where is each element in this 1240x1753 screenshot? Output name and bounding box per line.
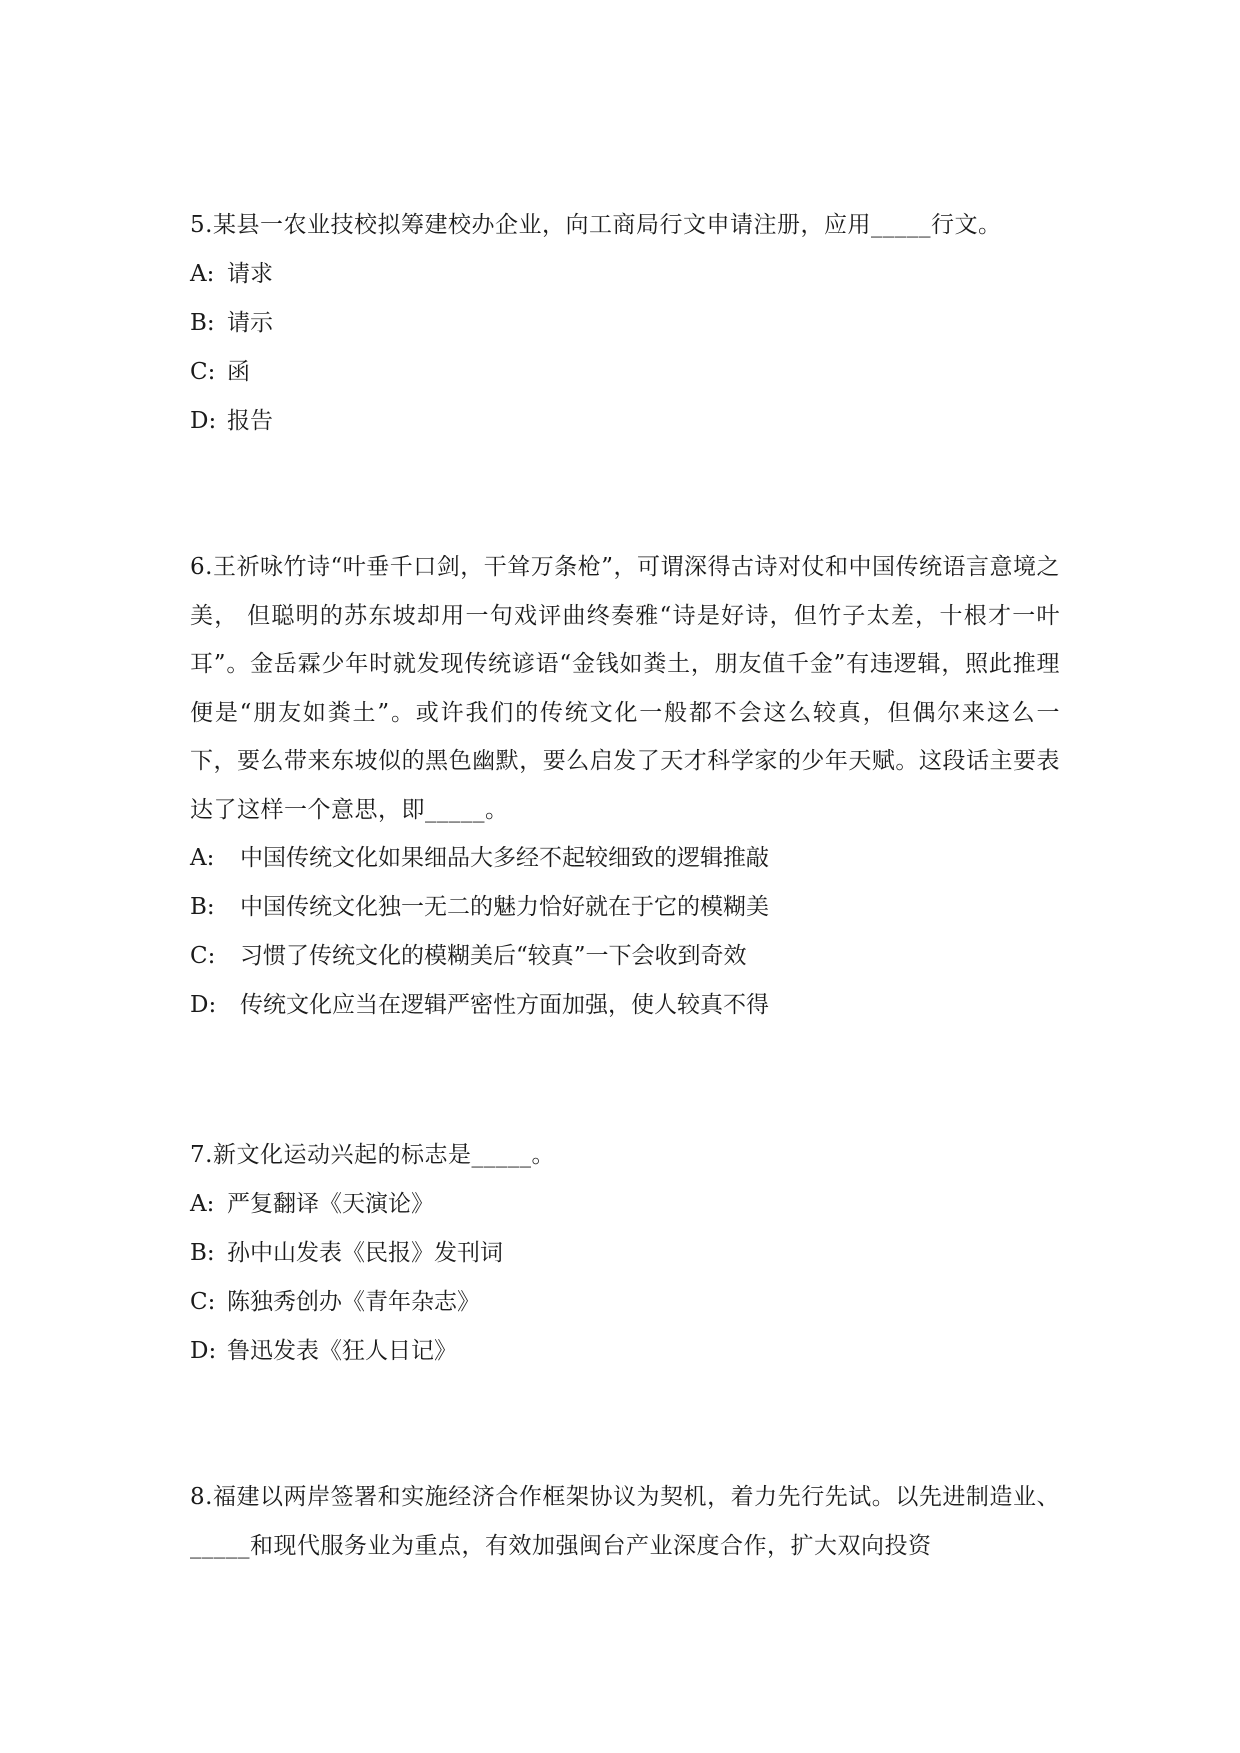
question-7-text: 7.新文化运动兴起的标志是_____。 <box>190 1142 555 1168</box>
option-text: 严复翻译《天演论》 <box>227 1190 434 1217</box>
question-5-option-b <box>190 299 1060 348</box>
question-5-text: 5.某县一农业技校拟筹建校办企业，向工商局行文申请注册，应用_____行文。 <box>190 212 1002 238</box>
option-text: 报告 <box>227 407 273 434</box>
option-letter: A: <box>190 845 215 871</box>
question-7-option-a <box>190 1180 1060 1229</box>
option-letter: C: <box>190 943 216 969</box>
option-text: 鲁迅发表《狂人日记》 <box>227 1337 457 1364</box>
question-6-option-a <box>190 834 1060 883</box>
option-letter: B: <box>190 1239 215 1266</box>
question-8-text: 8.福建以两岸签署和实施经济合作框架协议为契机，着力先行先试。以先进制造业、_____和现代服务业为重点，有效加强闽台产业深度合作，扩大双向投资 <box>190 1484 1060 1559</box>
option-text: 陈独秀创办《青年杂志》 <box>227 1288 480 1315</box>
question-7-option-b <box>190 1229 1060 1278</box>
option-letter: D: <box>190 407 217 434</box>
question-5-option-c <box>190 348 1060 397</box>
question-7-option-d <box>190 1327 1060 1376</box>
question-6-option-d <box>190 981 1060 1030</box>
question-5-option-a <box>190 250 1060 299</box>
question-5 <box>190 201 1060 446</box>
option-letter: A: <box>190 260 215 287</box>
option-text: 请示 <box>227 309 273 336</box>
question-8 <box>190 1473 1060 1570</box>
option-text: 孙中山发表《民报》发刊词 <box>227 1239 503 1266</box>
option-text: 请求 <box>227 260 273 287</box>
option-letter: C: <box>190 1288 216 1315</box>
option-letter: C: <box>190 358 216 385</box>
option-letter: B: <box>190 894 215 920</box>
question-6-option-b <box>190 883 1060 932</box>
question-6-text: 6.王祈咏竹诗“叶垂千口剑，干耸万条枪”，可谓深得古诗对仗和中国传统语言意境之美， 但聪明的苏东坡却用一句戏评曲终奏雅“诗是好诗，但竹子太差，十根才一叶耳”。金岳霖少年时就发现传统谚语“金钱如粪土，朋友值千金”有违逻辑，照此推理便是“朋友如粪土”。或许我们的传统文化一般都不会这么较真，但偶尔来这么一下，要么带来东坡似的黑色幽默，要么启发了天才科学家的少年天赋。这段话主要表达了这样一个意思，即_____。 <box>190 554 1060 823</box>
option-text: 习惯了传统文化的模糊美后“较真”一下会收到奇效 <box>240 943 747 969</box>
option-text: 中国传统文化独一无二的魅力恰好就在于它的模糊美 <box>240 894 769 920</box>
question-7-option-c <box>190 1278 1060 1327</box>
question-6-option-c <box>190 932 1060 981</box>
option-letter: D: <box>190 992 217 1018</box>
question-6 <box>190 543 1060 1030</box>
option-letter: D: <box>190 1337 217 1364</box>
option-text: 中国传统文化如果细品大多经不起较细致的逻辑推敲 <box>240 845 769 871</box>
option-text: 函 <box>227 358 250 385</box>
option-letter: B: <box>190 309 215 336</box>
option-letter: A: <box>190 1190 215 1217</box>
option-text: 传统文化应当在逻辑严密性方面加强，使人较真不得 <box>240 992 769 1018</box>
question-7 <box>190 1131 1060 1376</box>
question-5-option-d <box>190 397 1060 446</box>
